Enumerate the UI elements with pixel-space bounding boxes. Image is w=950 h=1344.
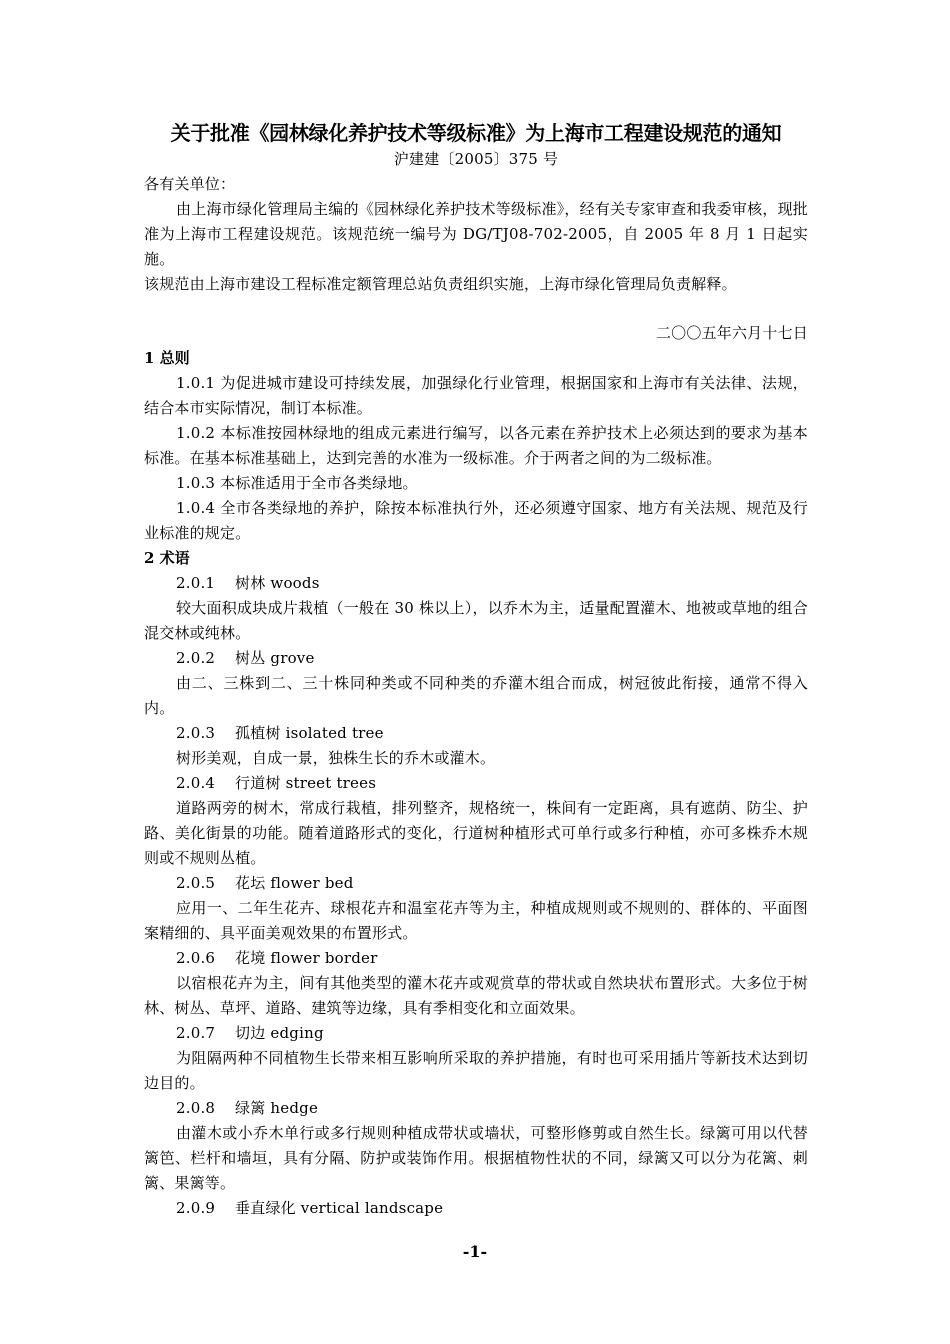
term-heading: 2.0.7 切边 edging — [176, 1024, 324, 1042]
term-definition: 为阻隔两种不同植物生长带来相互影响所采取的养护措施，有时也可采用插片等新技术达到切边目的。 — [144, 1049, 808, 1092]
term-definition: 以宿根花卉为主，间有其他类型的灌木花卉或观赏草的带状或自然块状布置形式。大多位于树林、树丛、草坪、道路、建筑等边缘，具有季相变化和立面效果。 — [144, 974, 808, 1017]
term-definition: 道路两旁的树木，常成行栽植，排列整齐，规格统一，株间有一定距离，具有遮荫、防尘、护路、美化街景的功能。随着道路形式的变化，行道树种植形式可单行或多行种植，亦可多株乔木规则或不规则丛植。 — [144, 799, 808, 867]
term-heading: 2.0.5 花坛 flower bed — [176, 874, 354, 892]
term-heading: 2.0.1 树林 woods — [176, 574, 320, 592]
term-definition: 树形美观，自成一景，独株生长的乔木或灌木。 — [176, 749, 496, 767]
notice-title: 关于批准《园林绿化养护技术等级标准》为上海市工程建设规范的通知 — [170, 121, 782, 145]
clause-1-0-4: 1.0.4 全市各类绿地的养护，除按本标准执行外，还必须遵守国家、地方有关法规、规范及行业标准的规定。 — [144, 499, 808, 542]
term-definition: 由二、三株到二、三十株同种类或不同种类的乔灌木组合而成，树冠彼此衔接，通常不得入内。 — [144, 674, 808, 717]
term-heading: 2.0.4 行道树 street trees — [176, 774, 377, 792]
term-heading: 2.0.3 孤植树 isolated tree — [176, 724, 384, 742]
section-heading-terms: 2 术语 — [144, 549, 190, 567]
salutation: 各有关单位： — [144, 175, 236, 193]
term-heading: 2.0.8 绿篱 hedge — [176, 1099, 319, 1117]
notice-body-2: 该规范由上海市建设工程标准定额管理总站负责组织实施，上海市绿化管理局负责解释。 — [144, 275, 737, 293]
notice-body: 由上海市绿化管理局主编的《园林绿化养护技术等级标准》，经有关专家审查和我委审核，现批准为上海市工程建设规范。该规范统一编号为 DG/TJ08-702-2005，自 2005 年 8 月 1 日起实施。 — [144, 200, 808, 268]
term-definition: 由灌木或小乔木单行或多行规则种植成带状或墙状，可整形修剪或自然生长。绿篱可用以代替篱笆、栏杆和墙垣，具有分隔、防护或装饰作用。根据植物性状的不同，绿篱又可以分为花篱、刺篱、果篱等。 — [144, 1124, 808, 1192]
term-heading: 2.0.2 树丛 grove — [176, 649, 315, 667]
clause-1-0-3: 1.0.3 本标准适用于全市各类绿地。 — [176, 474, 418, 492]
term-heading: 2.0.6 花境 flower border — [176, 949, 378, 967]
clause-1-0-1: 1.0.1 为促进城市建设可持续发展，加强绿化行业管理，根据国家和上海市有关法律、法规，结合本市实际情况，制订本标准。 — [144, 374, 808, 417]
page-number: -1- — [462, 1242, 488, 1261]
document-page — [144, 118, 808, 1221]
term-definition: 较大面积成块成片栽植（一般在 30 株以上），以乔木为主，适量配置灌木、地被或草地的组合混交林或纯林。 — [144, 599, 808, 642]
section-heading-general: 1 总则 — [144, 349, 190, 367]
issue-date: 二〇〇五年六月十七日 — [655, 324, 808, 342]
document-number: 沪建建〔2005〕375 号 — [393, 150, 559, 168]
clause-1-0-2: 1.0.2 本标准按园林绿地的组成元素进行编写，以各元素在养护技术上必须达到的要求为基本标准。在基本标准基础上，达到完善的水准为一级标准。介于两者之间的为二级标准。 — [144, 424, 808, 467]
term-definition: 应用一、二年生花卉、球根花卉和温室花卉等为主，种植成规则或不规则的、群体的、平面图案精细的、具平面美观效果的布置形式。 — [144, 899, 808, 942]
term-heading: 2.0.9 垂直绿化 vertical landscape — [176, 1199, 444, 1217]
